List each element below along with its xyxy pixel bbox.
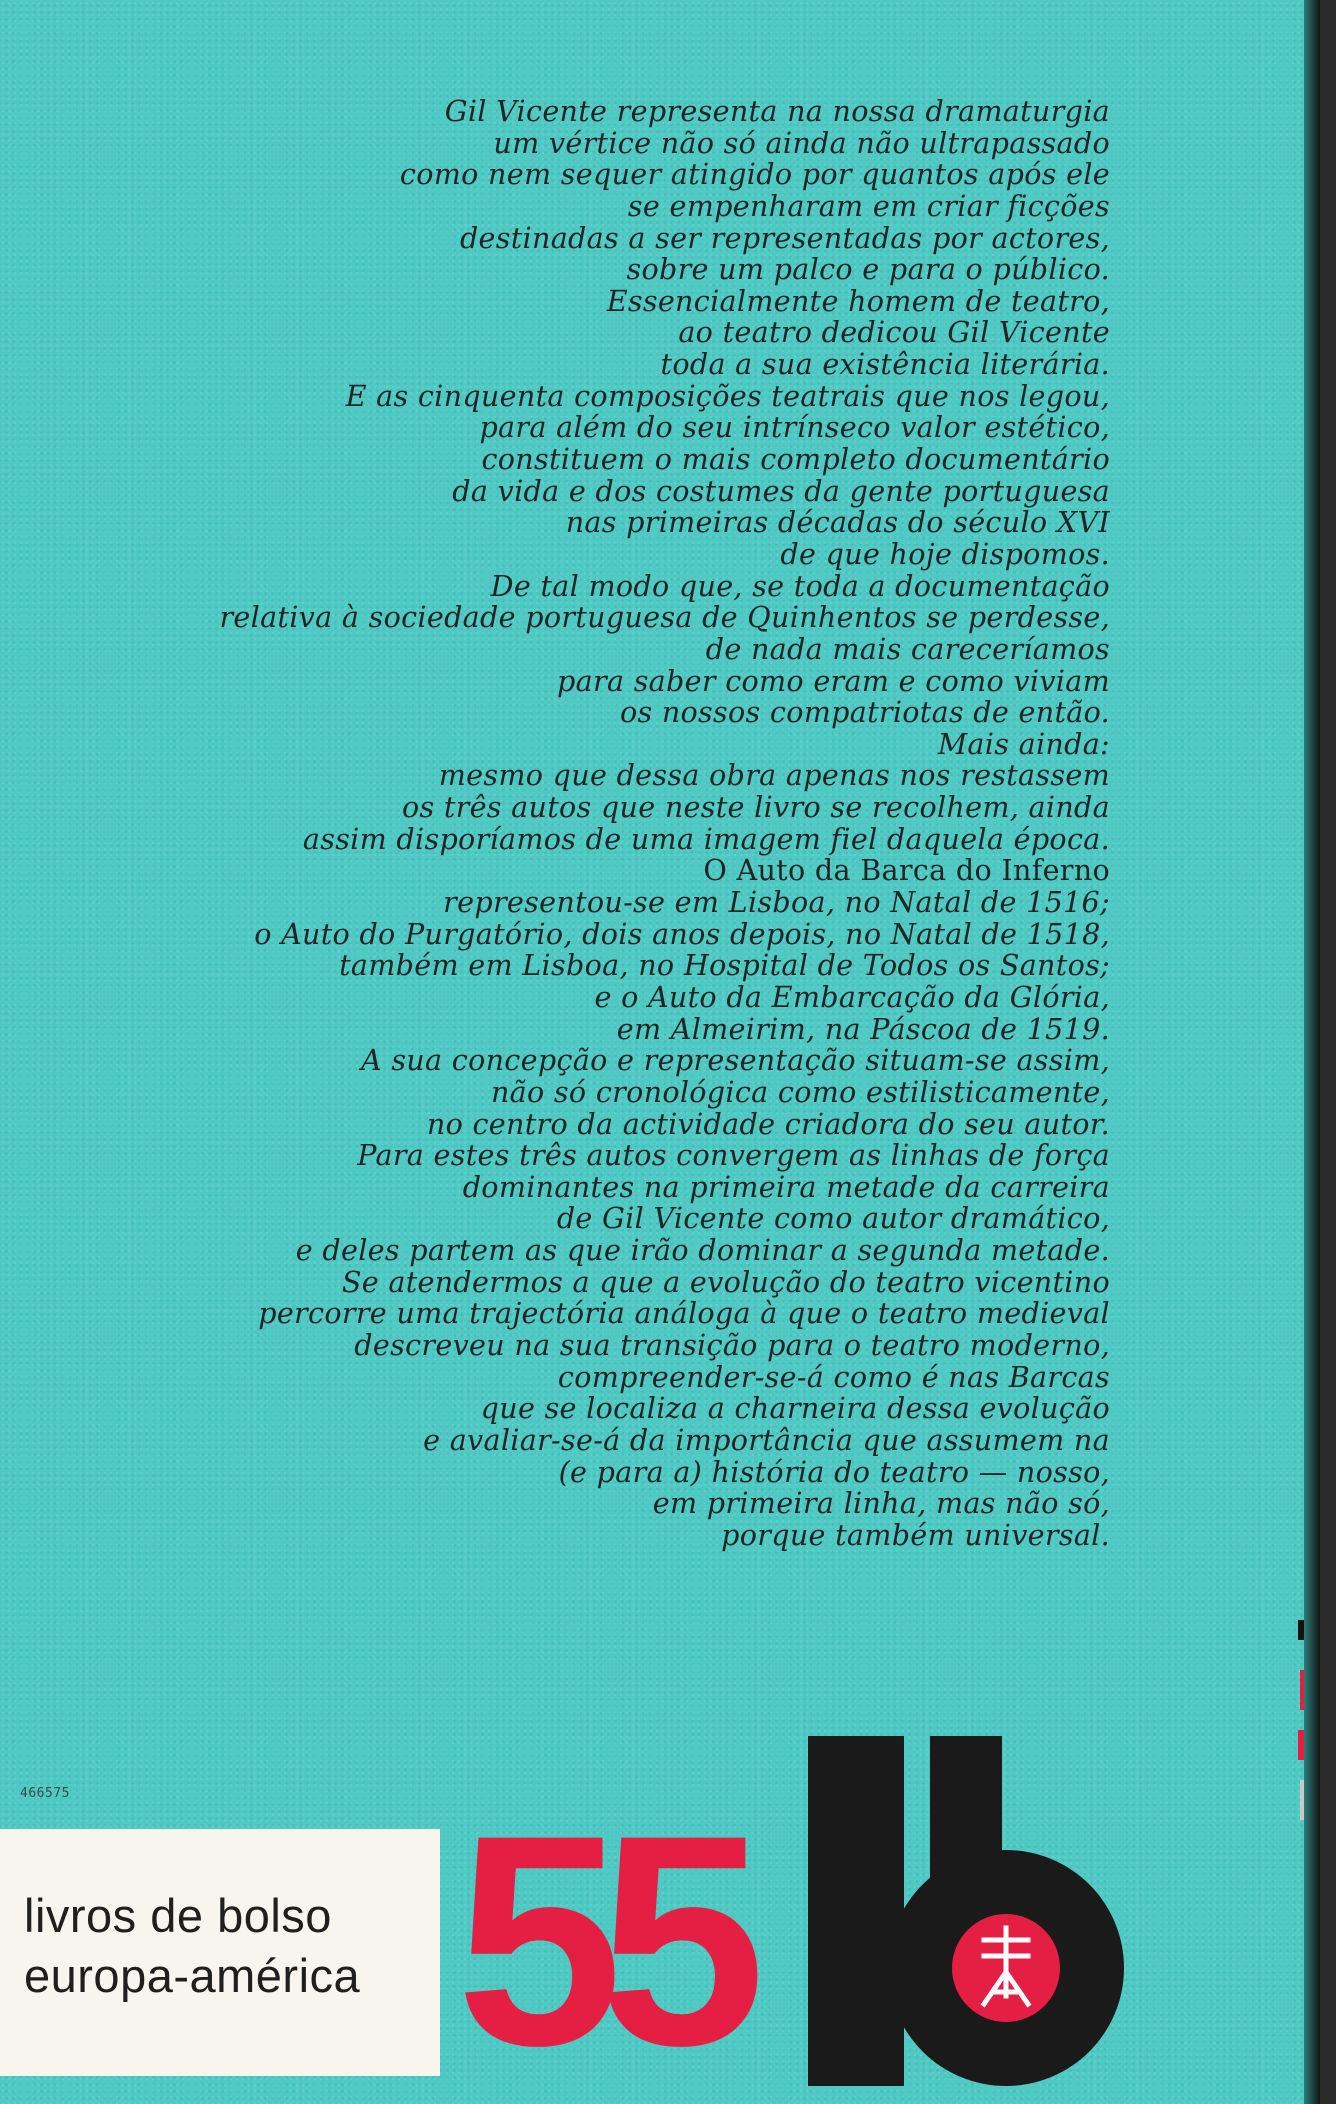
blurb-line: Mais ainda: — [937, 726, 1110, 761]
blurb-line: e avaliar-se-á da importância que assumem na — [423, 1422, 1110, 1457]
blurb-line: que se localiza a charneira dessa evolução — [480, 1391, 1110, 1426]
blurb-line: Gil Vicente representa na nossa dramaturgia — [444, 94, 1110, 128]
blurb-line: representou-se em Lisboa, no Natal de 1516; — [443, 885, 1110, 920]
blurb-line: percorre uma trajectória análoga à que o teatro medieval — [258, 1296, 1110, 1331]
blurb-line: A sua concepção e representação situam-se assim, — [361, 1043, 1110, 1078]
blurb-line: Para estes três autos convergem as linhas de força — [357, 1138, 1110, 1173]
logo-letter-l — [808, 1736, 904, 2086]
blurb-line: de Gil Vicente como autor dramático, — [556, 1201, 1110, 1236]
blurb-line: Essencialmente homem de teatro, — [606, 283, 1110, 318]
blurb-line: E as cinquenta composições teatrais que nos legou, — [345, 378, 1110, 413]
blurb-line: se empenharam em criar ficções — [627, 188, 1110, 223]
blurb-line: ao teatro dedicou Gil Vicente — [678, 315, 1110, 350]
blurb-line: também em Lisboa, no Hospital de Todos os Santos; — [339, 948, 1110, 983]
blurb-line: os três autos que neste livro se recolhem, ainda — [401, 790, 1110, 825]
series-name-line-2: europa-américa — [24, 1949, 361, 2002]
series-number: 55 — [456, 1772, 742, 2104]
blurb-line: De tal modo que, se toda a documentação — [490, 568, 1110, 603]
blurb-line: compreender-se-á como é nas Barcas — [557, 1359, 1110, 1394]
blurb-line: de que hoje dispomos. — [780, 536, 1110, 571]
catalog-code: 466575 — [20, 1786, 70, 1801]
blurb-line: não só cronológica como estilisticamente, — [490, 1074, 1110, 1109]
blurb-line: para saber como eram e como viviam — [557, 663, 1110, 698]
blurb-line: (e para a) história do teatro — nosso, — [558, 1454, 1110, 1489]
blurb-line: dominantes na primeira metade da carreira — [462, 1169, 1110, 1204]
blurb-line: como nem sequer atingido por quantos após ele — [399, 157, 1110, 192]
blurb-line: e deles partem as que irão dominar a segunda metade. — [295, 1233, 1110, 1268]
blurb-line: da vida e dos costumes da gente portuguesa — [452, 473, 1110, 508]
blurb-line: mesmo que dessa obra apenas nos restassem — [438, 758, 1110, 793]
blurb-line: de nada mais careceríamos — [705, 631, 1110, 666]
blurb-line: relativa à sociedade portuguesa de Quinhentos se perdesse, — [219, 600, 1110, 635]
blurb-line: nas primeiras décadas do século XVI — [565, 505, 1110, 540]
blurb-line: toda a sua existência literária. — [660, 347, 1110, 382]
blurb-line: constituem o mais completo documentário — [481, 442, 1110, 477]
lb-logo — [808, 1736, 1128, 2086]
blurb-text — [70, 96, 1110, 1551]
series-name-line-1: livros de bolso — [24, 1889, 332, 1942]
blurb-line: o Auto do Purgatório, dois anos depois, no Natal de 1518, — [254, 916, 1110, 951]
blurb-line: um vértice não só ainda não ultrapassado — [493, 125, 1110, 160]
blurb-line: em Almeirim, na Páscoa de 1519. — [616, 1011, 1110, 1046]
blurb-line: descreveu na sua transição para o teatro moderno, — [354, 1327, 1110, 1362]
blurb-line: em primeira linha, mas não só, — [652, 1486, 1110, 1521]
blurb-line: no centro da actividade criadora do seu autor. — [426, 1106, 1110, 1141]
blurb-line: sobre um palco e para o público. — [626, 252, 1110, 287]
blurb-line: para além do seu intrínseco valor estético, — [479, 410, 1110, 445]
spine-edge — [1304, 0, 1320, 2104]
blurb-line: e o Auto da Embarcação da Glória, — [594, 979, 1110, 1014]
blurb-line: Se atendermos a que a evolução do teatro vicentino — [341, 1264, 1110, 1299]
blurb-line: porque também universal. — [721, 1517, 1110, 1552]
blurb-line: assim disporíamos de uma imagem fiel daquela época. — [302, 821, 1110, 856]
blurb-line: destinadas a ser representadas por actores, — [459, 220, 1110, 255]
blurb-line: os nossos compatriotas de então. — [619, 695, 1110, 730]
blurb-line: O Auto da Barca do Inferno — [703, 853, 1110, 888]
